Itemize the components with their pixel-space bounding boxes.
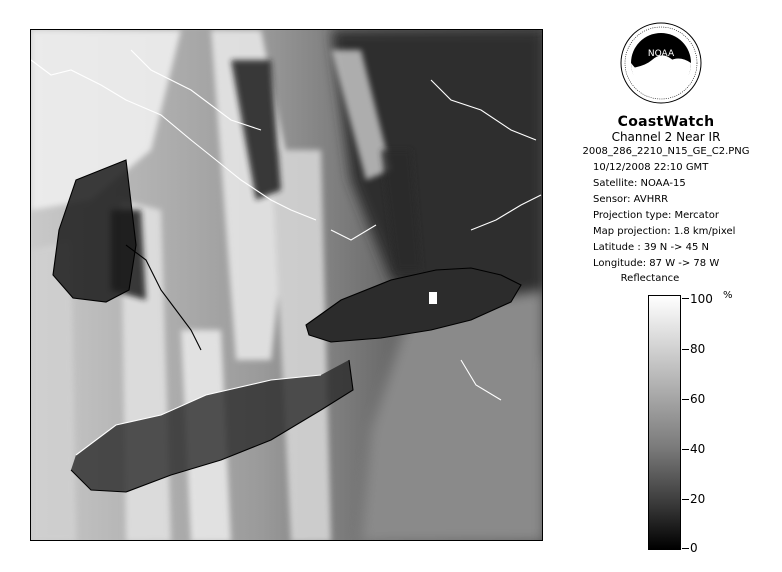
longitude-range: Longitude: 87 W -> 78 W <box>593 258 720 269</box>
colorbar-tick <box>682 298 689 299</box>
datetime: 10/12/2008 22:10 GMT <box>593 162 709 173</box>
file-name: 2008_286_2210_N15_GE_C2.PNG <box>582 146 750 157</box>
colorbar-tick <box>682 499 689 500</box>
tick-label: 0 <box>690 541 698 555</box>
colorbar-tick <box>682 449 689 450</box>
colorbar-tick <box>682 399 689 400</box>
colorbar-tick <box>682 349 689 350</box>
legend-title: Reflectance <box>620 273 680 284</box>
tick-label: 80 <box>690 342 706 356</box>
noaa-logo <box>620 22 702 104</box>
reflectance-colorbar <box>648 295 681 550</box>
projection-type: Projection type: Mercator <box>593 210 719 221</box>
colorbar-tick <box>682 548 689 549</box>
satellite-image <box>30 29 543 541</box>
map-projection: Map projection: 1.8 km/pixel <box>593 226 736 237</box>
legend-units: % <box>723 290 733 301</box>
noaa-seal-icon <box>620 22 702 104</box>
tick-label: 60 <box>690 392 706 406</box>
tick-label: 40 <box>690 442 706 456</box>
satellite-label: Satellite: NOAA-15 <box>593 178 686 189</box>
latitude-range: Latitude : 39 N -> 45 N <box>593 242 709 253</box>
product-title: CoastWatch <box>617 114 715 130</box>
sensor-label: Sensor: AVHRR <box>593 194 669 205</box>
tick-label: 20 <box>690 492 706 506</box>
channel-label: Channel 2 Near IR <box>611 130 721 144</box>
satellite-imagery-map <box>31 30 543 541</box>
logo-text: NOAA <box>647 49 675 59</box>
tick-label: 100 <box>690 292 713 306</box>
